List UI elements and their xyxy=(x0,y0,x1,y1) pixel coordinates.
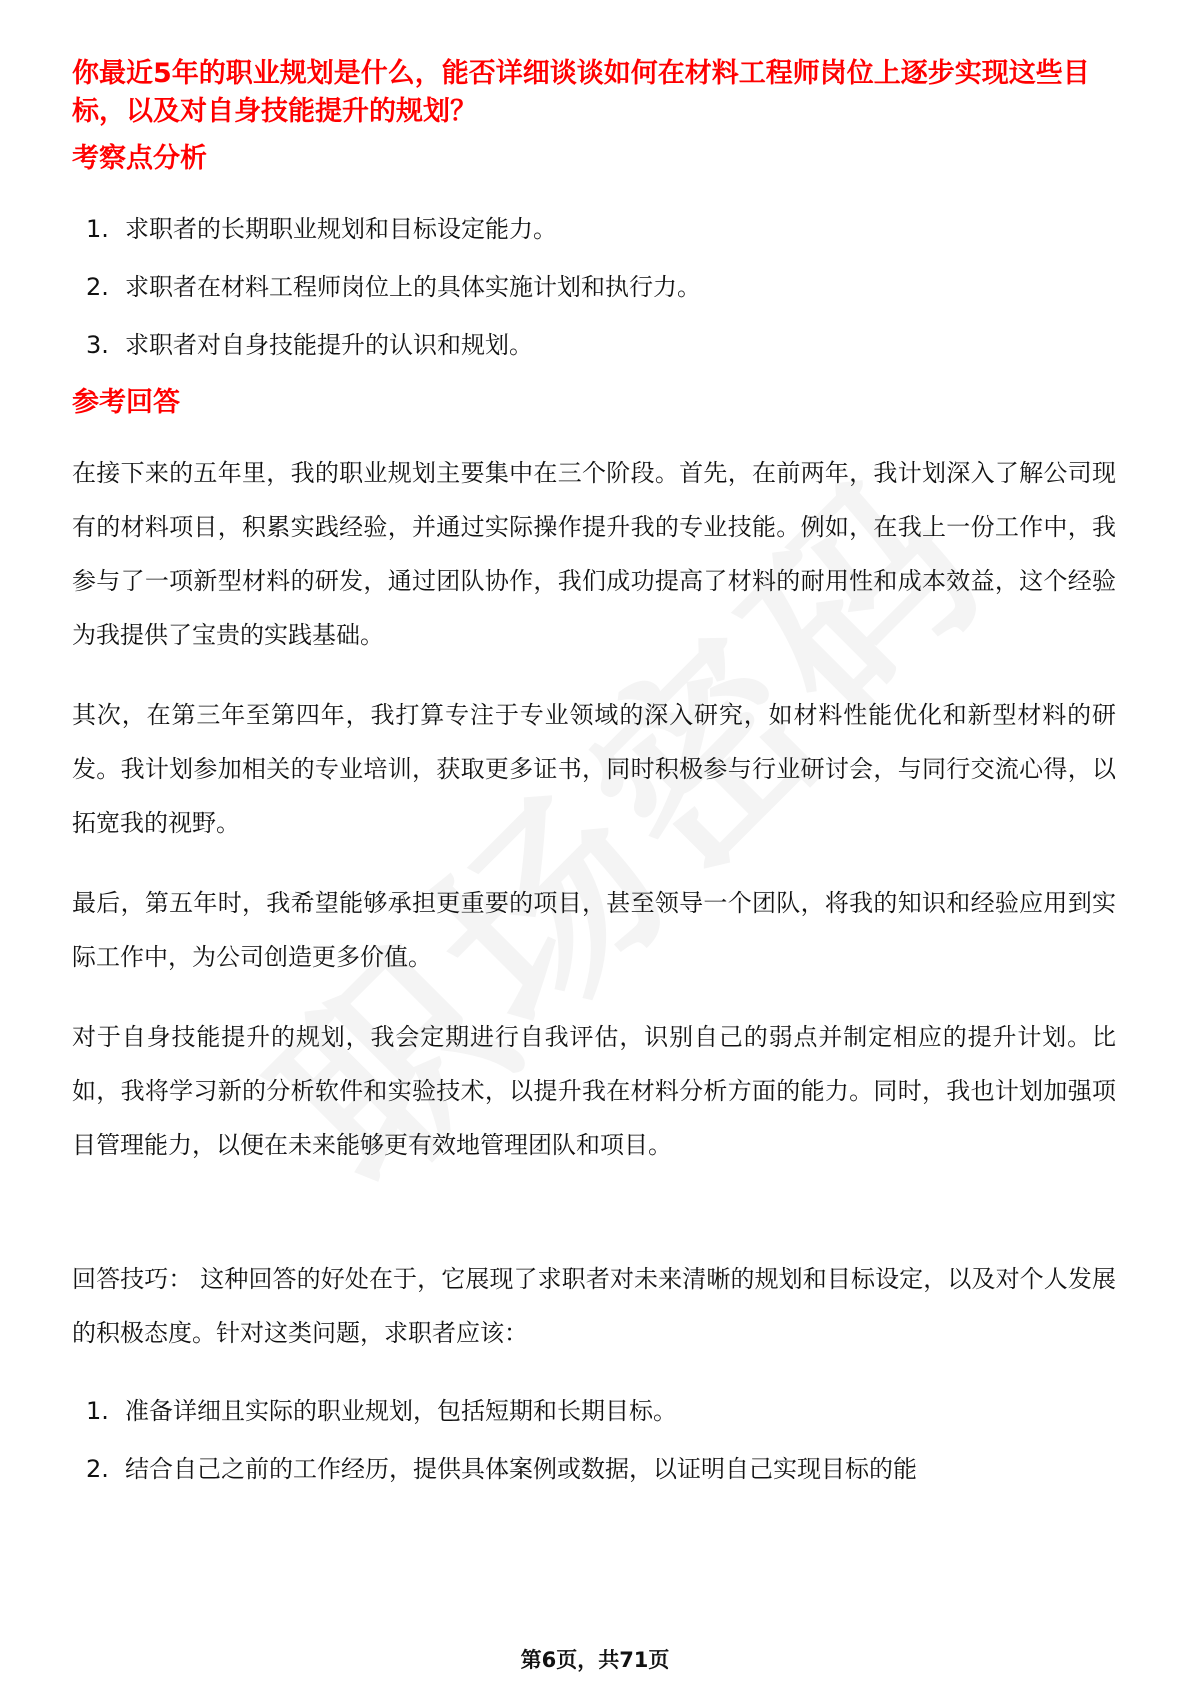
answer-paragraph: 对于自身技能提升的规划，我会定期进行自我评估，识别自己的弱点并制定相应的提升计划。比如，我将学习新的分析软件和实验技术，以提升我在材料分析方面的能力。同时，我也计划加强项目管理能力，以便在未来能够更有效地管理团队和项目。 xyxy=(72,1023,1116,1159)
list-number: 1. xyxy=(86,1397,109,1425)
list-item xyxy=(72,270,1122,328)
page-number-footer: 第6页，共71页 xyxy=(520,1648,670,1672)
list-number: 3. xyxy=(86,331,109,359)
answer-heading: 参考回答 xyxy=(72,387,180,418)
answer-paragraph: 其次，在第三年至第四年，我打算专注于专业领域的深入研究，如材料性能优化和新型材料的研发。我计划参加相关的专业培训，获取更多证书，同时积极参与行业研讨会，与同行交流心得，以拓宽我的视野。 xyxy=(72,701,1116,837)
answer-paragraph: 最后，第五年时，我希望能够承担更重要的项目，甚至领导一个团队，将我的知识和经验应用到实际工作中，为公司创造更多价值。 xyxy=(72,889,1116,971)
list-item xyxy=(72,328,1122,386)
list-number: 1. xyxy=(86,215,109,243)
list-text: 求职者对自身技能提升的认识和规划。 xyxy=(125,331,533,359)
list-item xyxy=(72,1394,1122,1452)
list-item xyxy=(72,1452,1122,1510)
analysis-heading: 考察点分析 xyxy=(72,143,207,174)
answer-tip-paragraph: 回答技巧： 这种回答的好处在于，它展现了求职者对未来清晰的规划和目标设定，以及对个人发展的积极态度。针对这类问题，求职者应该： xyxy=(72,1265,1116,1347)
list-text: 准备详细且实际的职业规划，包括短期和长期目标。 xyxy=(125,1397,677,1425)
interview-question: 你最近5年的职业规划是什么，能否详细谈谈如何在材料工程师岗位上逐步实现这些目标，以及对自身技能提升的规划？ xyxy=(72,58,1090,127)
list-number: 2. xyxy=(86,273,109,301)
analysis-list xyxy=(72,212,1122,386)
list-text: 结合自己之前的工作经历，提供具体案例或数据，以证明自己实现目标的能 xyxy=(125,1455,917,1483)
answer-paragraph: 在接下来的五年里，我的职业规划主要集中在三个阶段。首先，在前两年，我计划深入了解公司现有的材料项目，积累实践经验，并通过实际操作提升我的专业技能。例如，在我上一份工作中，我参与了一项新型材料的研发，通过团队协作，我们成功提高了材料的耐用性和成本效益，这个经验为我提供了宝贵的实践基础。 xyxy=(72,459,1116,649)
list-text: 求职者在材料工程师岗位上的具体实施计划和执行力。 xyxy=(125,273,701,301)
list-item xyxy=(72,212,1122,270)
list-number: 2. xyxy=(86,1455,109,1483)
tips-list xyxy=(72,1394,1122,1510)
list-text: 求职者的长期职业规划和目标设定能力。 xyxy=(125,215,557,243)
